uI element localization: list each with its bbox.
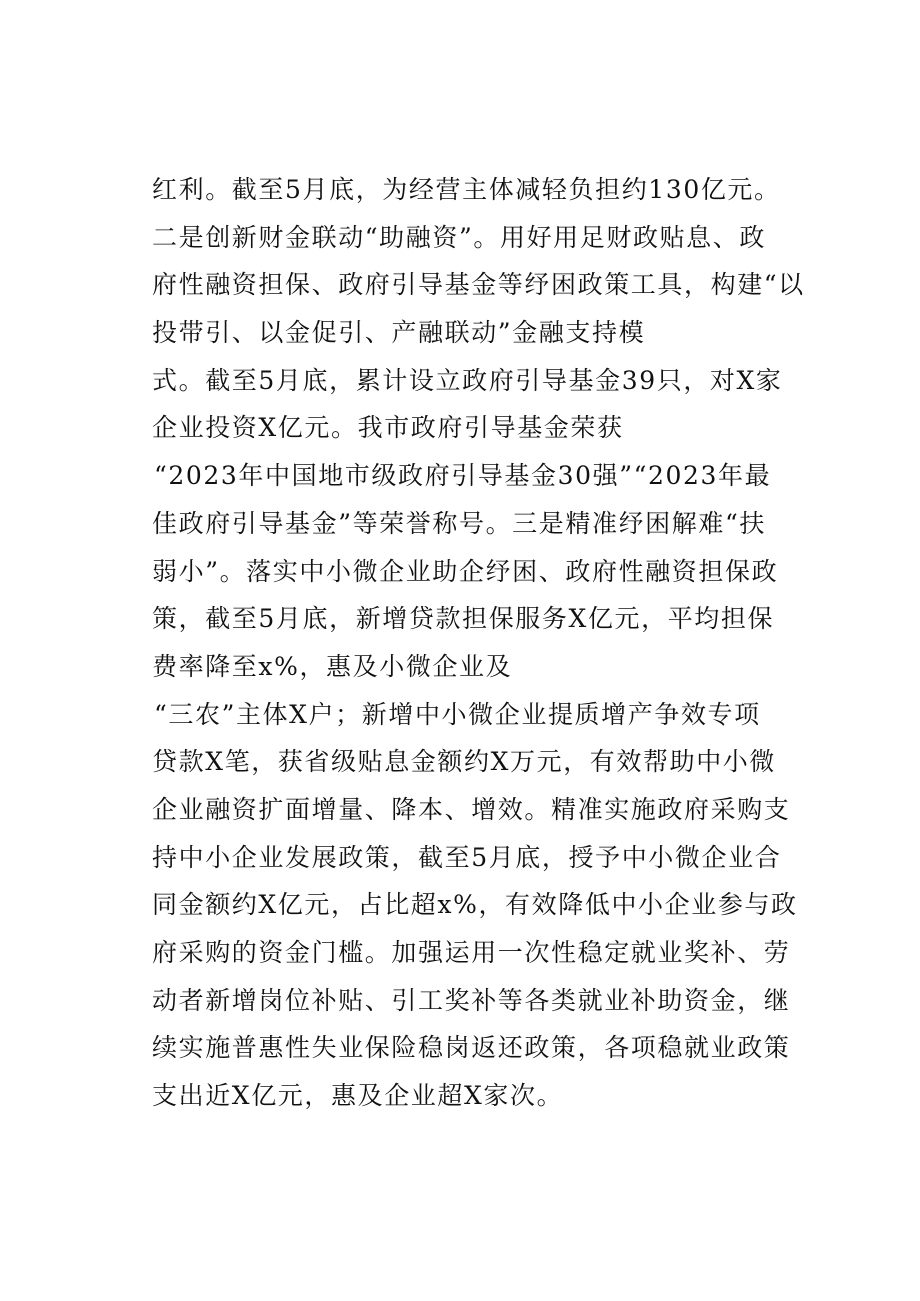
text-line: 策，截至5月底，新增贷款担保服务X亿元，平均担保 [152,604,775,634]
text-line: 佳政府引导基金”等荣誉称号。三是精准纾困解难“扶 [152,508,766,538]
text-line: 贷款X笔，获省级贴息金额约X万元，有效帮助中小微 [152,747,776,777]
text-line: 弱小”。落实中小微企业助企纾困、政府性融资担保政 [152,556,779,586]
text-line: 投带引、以金促引、产融联动”金融支持模 [152,318,646,348]
text-line: 费率降至x%，惠及小微企业及 [152,651,513,681]
text-line: 企业融资扩面增量、降本、增效。精准实施政府采购支 [152,794,791,824]
text-line: “2023年中国地市级政府引导基金30强”“2023年最 [154,461,772,491]
text-line: 持中小企业发展政策，截至5月底，授予中小微企业合 [152,842,782,872]
text-line: 府性融资担保、政府引导基金等纾困政策工具，构建“以 [152,270,805,300]
text-line: 动者新增岗位补贴、引工奖补等各类就业补助资金，继 [152,985,791,1015]
text-line: 续实施普惠性失业保险稳岗返还政策，各项稳就业政策 [152,1033,791,1063]
text-line: 红利。截至5月底，为经营主体减轻负担约130亿元。 [152,175,781,204]
text-line: 支出近X亿元，惠及企业超X家次。 [152,1081,564,1111]
text-line: 府采购的资金门槛。加强运用一次性稳定就业奖补、劳 [152,938,791,967]
text-line: 同金额约X亿元，占比超x%，有效降低中小企业参与政 [152,890,798,920]
text-line: “三农”主体X户；新增中小微企业提质增产争效专项 [154,699,761,729]
text-line: 企业投资X亿元。我市政府引导基金荣获 [152,413,624,443]
text-line: 式。截至5月底，累计设立政府引导基金39只，对X家 [152,365,783,395]
text-line: 二是创新财金联动“助融资”。用好用足财政贴息、政 [152,222,766,252]
body-text [152,166,805,1120]
